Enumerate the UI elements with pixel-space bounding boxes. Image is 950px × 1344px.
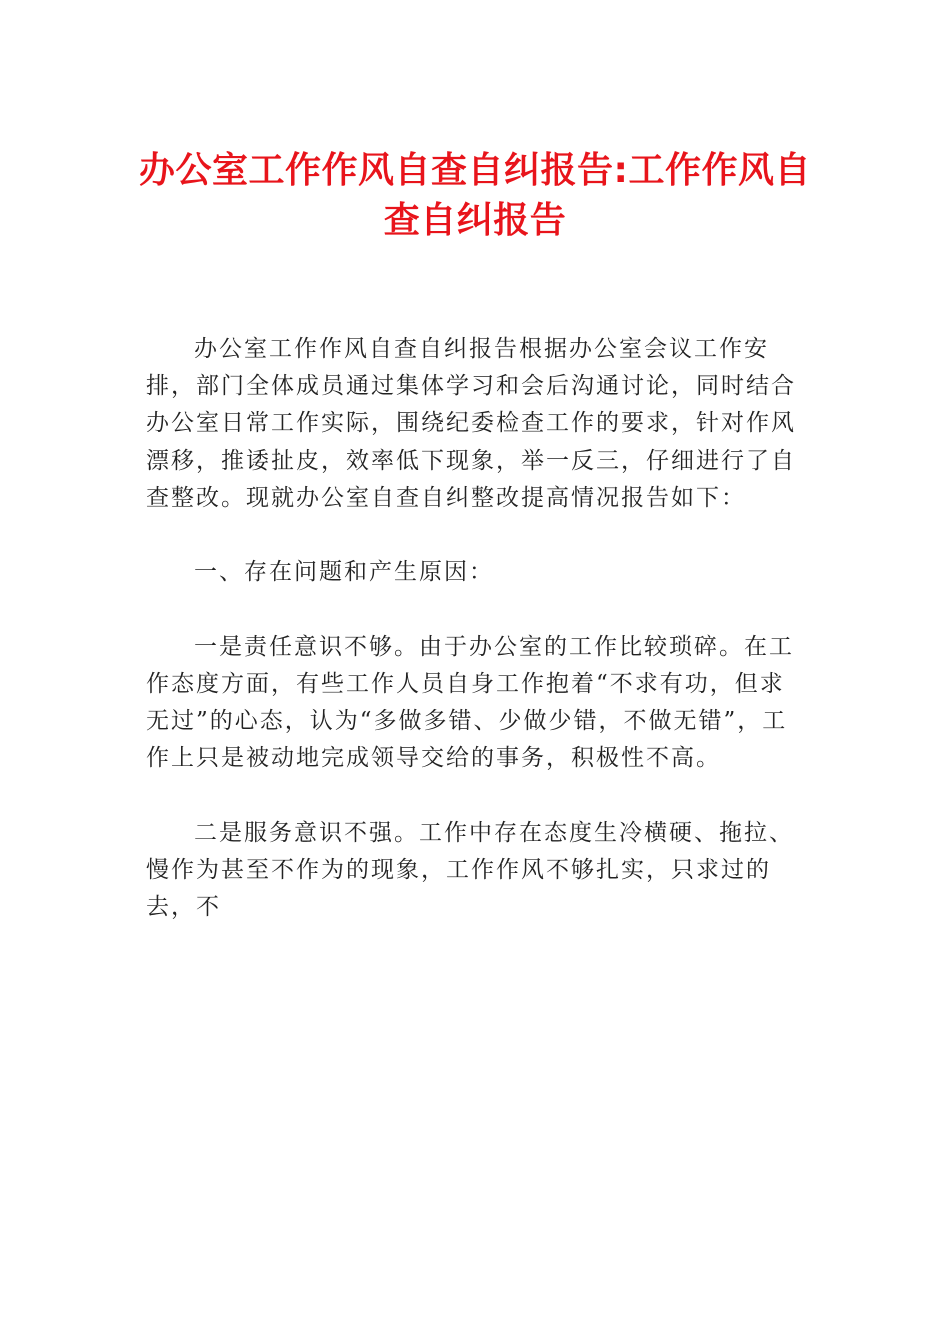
document-body [146, 331, 796, 926]
paragraph-section-heading: 一、存在问题和产生原因： [194, 559, 494, 586]
paragraph-intro: 办公室工作作风自查自纠报告根据办公室会议工作安排，部门全体成员通过集体学习和会后沟通讨论，同时结合办公室日常工作实际，围绕纪委检查工作的要求，针对作风漂移，推诿扯皮，效率低下现象，举一反三，仔细进行了自查整改。现就办公室自查自纠整改提高情况报告如下： [146, 336, 796, 511]
document-title: 办公室工作作风自查自纠报告:工作作风自查自纠报告 [139, 150, 811, 241]
paragraph-issue-two: 二是服务意识不强。工作中存在态度生冷横硬、拖拉、慢作为甚至不作为的现象，工作作风不够扎实，只求过的去，不 [146, 819, 794, 920]
paragraph-issue-one: 一是责任意识不够。由于办公室的工作比较琐碎。在工作态度方面，有些工作人员自身工作抱着“不求有功，但求无过”的心态，认为“多做多错、少做少错，不做无错”，工作上只是被动地完成领导交给的事务，积极性不高。 [146, 633, 794, 772]
